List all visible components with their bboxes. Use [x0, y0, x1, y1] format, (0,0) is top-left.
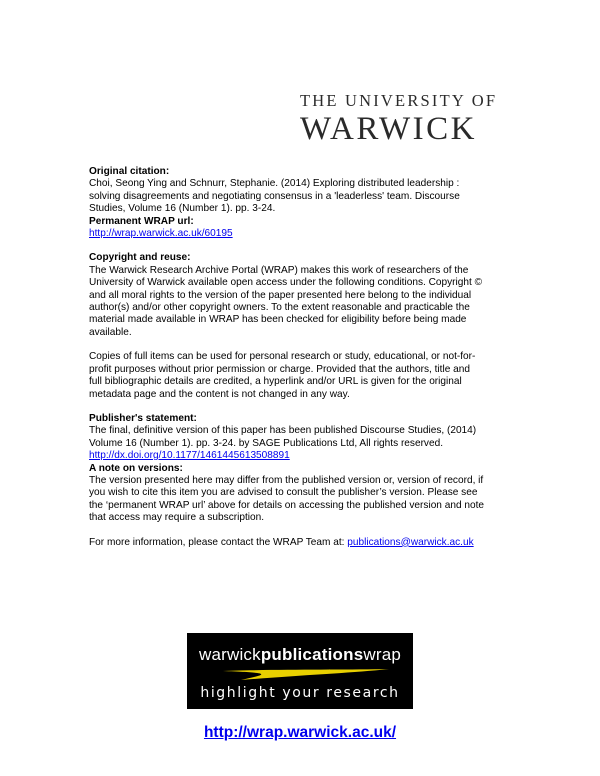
reuse-line: profit purposes without prior permission or charge. Provided that the authors, title and — [89, 363, 470, 375]
doi-link[interactable]: http://dx.doi.org/10.1177/1461445613508891 — [89, 450, 290, 462]
logo-line-1: THE UNIVERSITY OF — [300, 91, 498, 110]
copyright-line: available. — [89, 326, 132, 338]
contact-email-link[interactable]: publications@warwick.ac.uk — [347, 536, 474, 548]
copyright-heading: Copyright and reuse: — [89, 252, 191, 264]
publisher-line-1: The final, definitive version of this paper has been published Discourse Studies, (2014) — [89, 425, 477, 437]
versions-line: that access may require a subscription. — [89, 512, 265, 524]
copyright-line: author(s) and/or other copyright owners. To the extent reasonable and practicable the — [89, 302, 470, 314]
contact-line — [89, 537, 529, 549]
banner-title-part-1: warwick — [198, 645, 261, 664]
versions-line: the ‘permanent WRAP url’ above for details on accessing the published version and note — [89, 499, 485, 511]
contact-text: For more information, please contact the WRAP Team at: — [89, 536, 348, 548]
copyright-line: material made available in WRAP has been checked for eligibility before being made — [89, 314, 467, 326]
citation-line-1: Choi, Seong Ying and Schnurr, Stephanie. (2014) Exploring distributed leadership : — [89, 178, 460, 190]
citation-heading: Original citation: — [89, 166, 170, 177]
publisher-heading: Publisher's statement: — [89, 412, 197, 424]
versions-line: The version presented here may differ from the published version or, version of record, if — [89, 474, 484, 486]
permanent-url-heading: Permanent WRAP url: — [89, 215, 194, 227]
copyright-line: The Warwick Research Archive Portal (WRAP) makes this work of researchers of the — [89, 264, 469, 276]
reuse-line: metadata page and the content is not changed in any way. — [89, 388, 350, 400]
banner-title-part-3: wrap — [363, 645, 402, 664]
versions-line: you wish to cite this item you are advised to consult the publisher’s version. Please see — [89, 487, 478, 499]
copyright-line: University of Warwick available open access under the following conditions. Copyright © — [89, 277, 483, 289]
versions-heading: A note on versions: — [89, 462, 183, 474]
cover-page-content — [89, 166, 529, 549]
warwick-publications-wrap-banner — [187, 633, 413, 709]
copyright-line: and all moral rights to the version of the paper presented here belong to the individual — [89, 289, 472, 301]
yellow-swoosh-icon — [221, 667, 391, 681]
banner-title-part-2: publications — [260, 645, 364, 664]
banner-title — [187, 645, 413, 665]
footer-url-link[interactable]: http://wrap.warwick.ac.uk/ — [203, 724, 397, 741]
publisher-line-2: Volume 16 (Number 1). pp. 3-24. by SAGE Publications Ltd, All rights reserved. — [89, 437, 444, 449]
reuse-line: full bibliographic details are credited, a hyperlink and/or URL is given for the original — [89, 376, 462, 388]
reuse-line: Copies of full items can be used for personal research or study, educational, or not-for- — [89, 351, 476, 363]
logo-line-2: WARWICK — [300, 111, 477, 147]
citation-line-2: solving disagreements and negotiating consensus in a 'leaderless' team. Discourse — [89, 190, 460, 202]
university-logo — [300, 92, 500, 146]
permanent-url-link[interactable]: http://wrap.warwick.ac.uk/60195 — [89, 228, 233, 240]
footer-url-wrapper — [0, 724, 600, 742]
banner-tagline: highlight your research — [200, 685, 400, 701]
citation-line-3: Studies, Volume 16 (Number 1). pp. 3-24. — [89, 203, 276, 215]
